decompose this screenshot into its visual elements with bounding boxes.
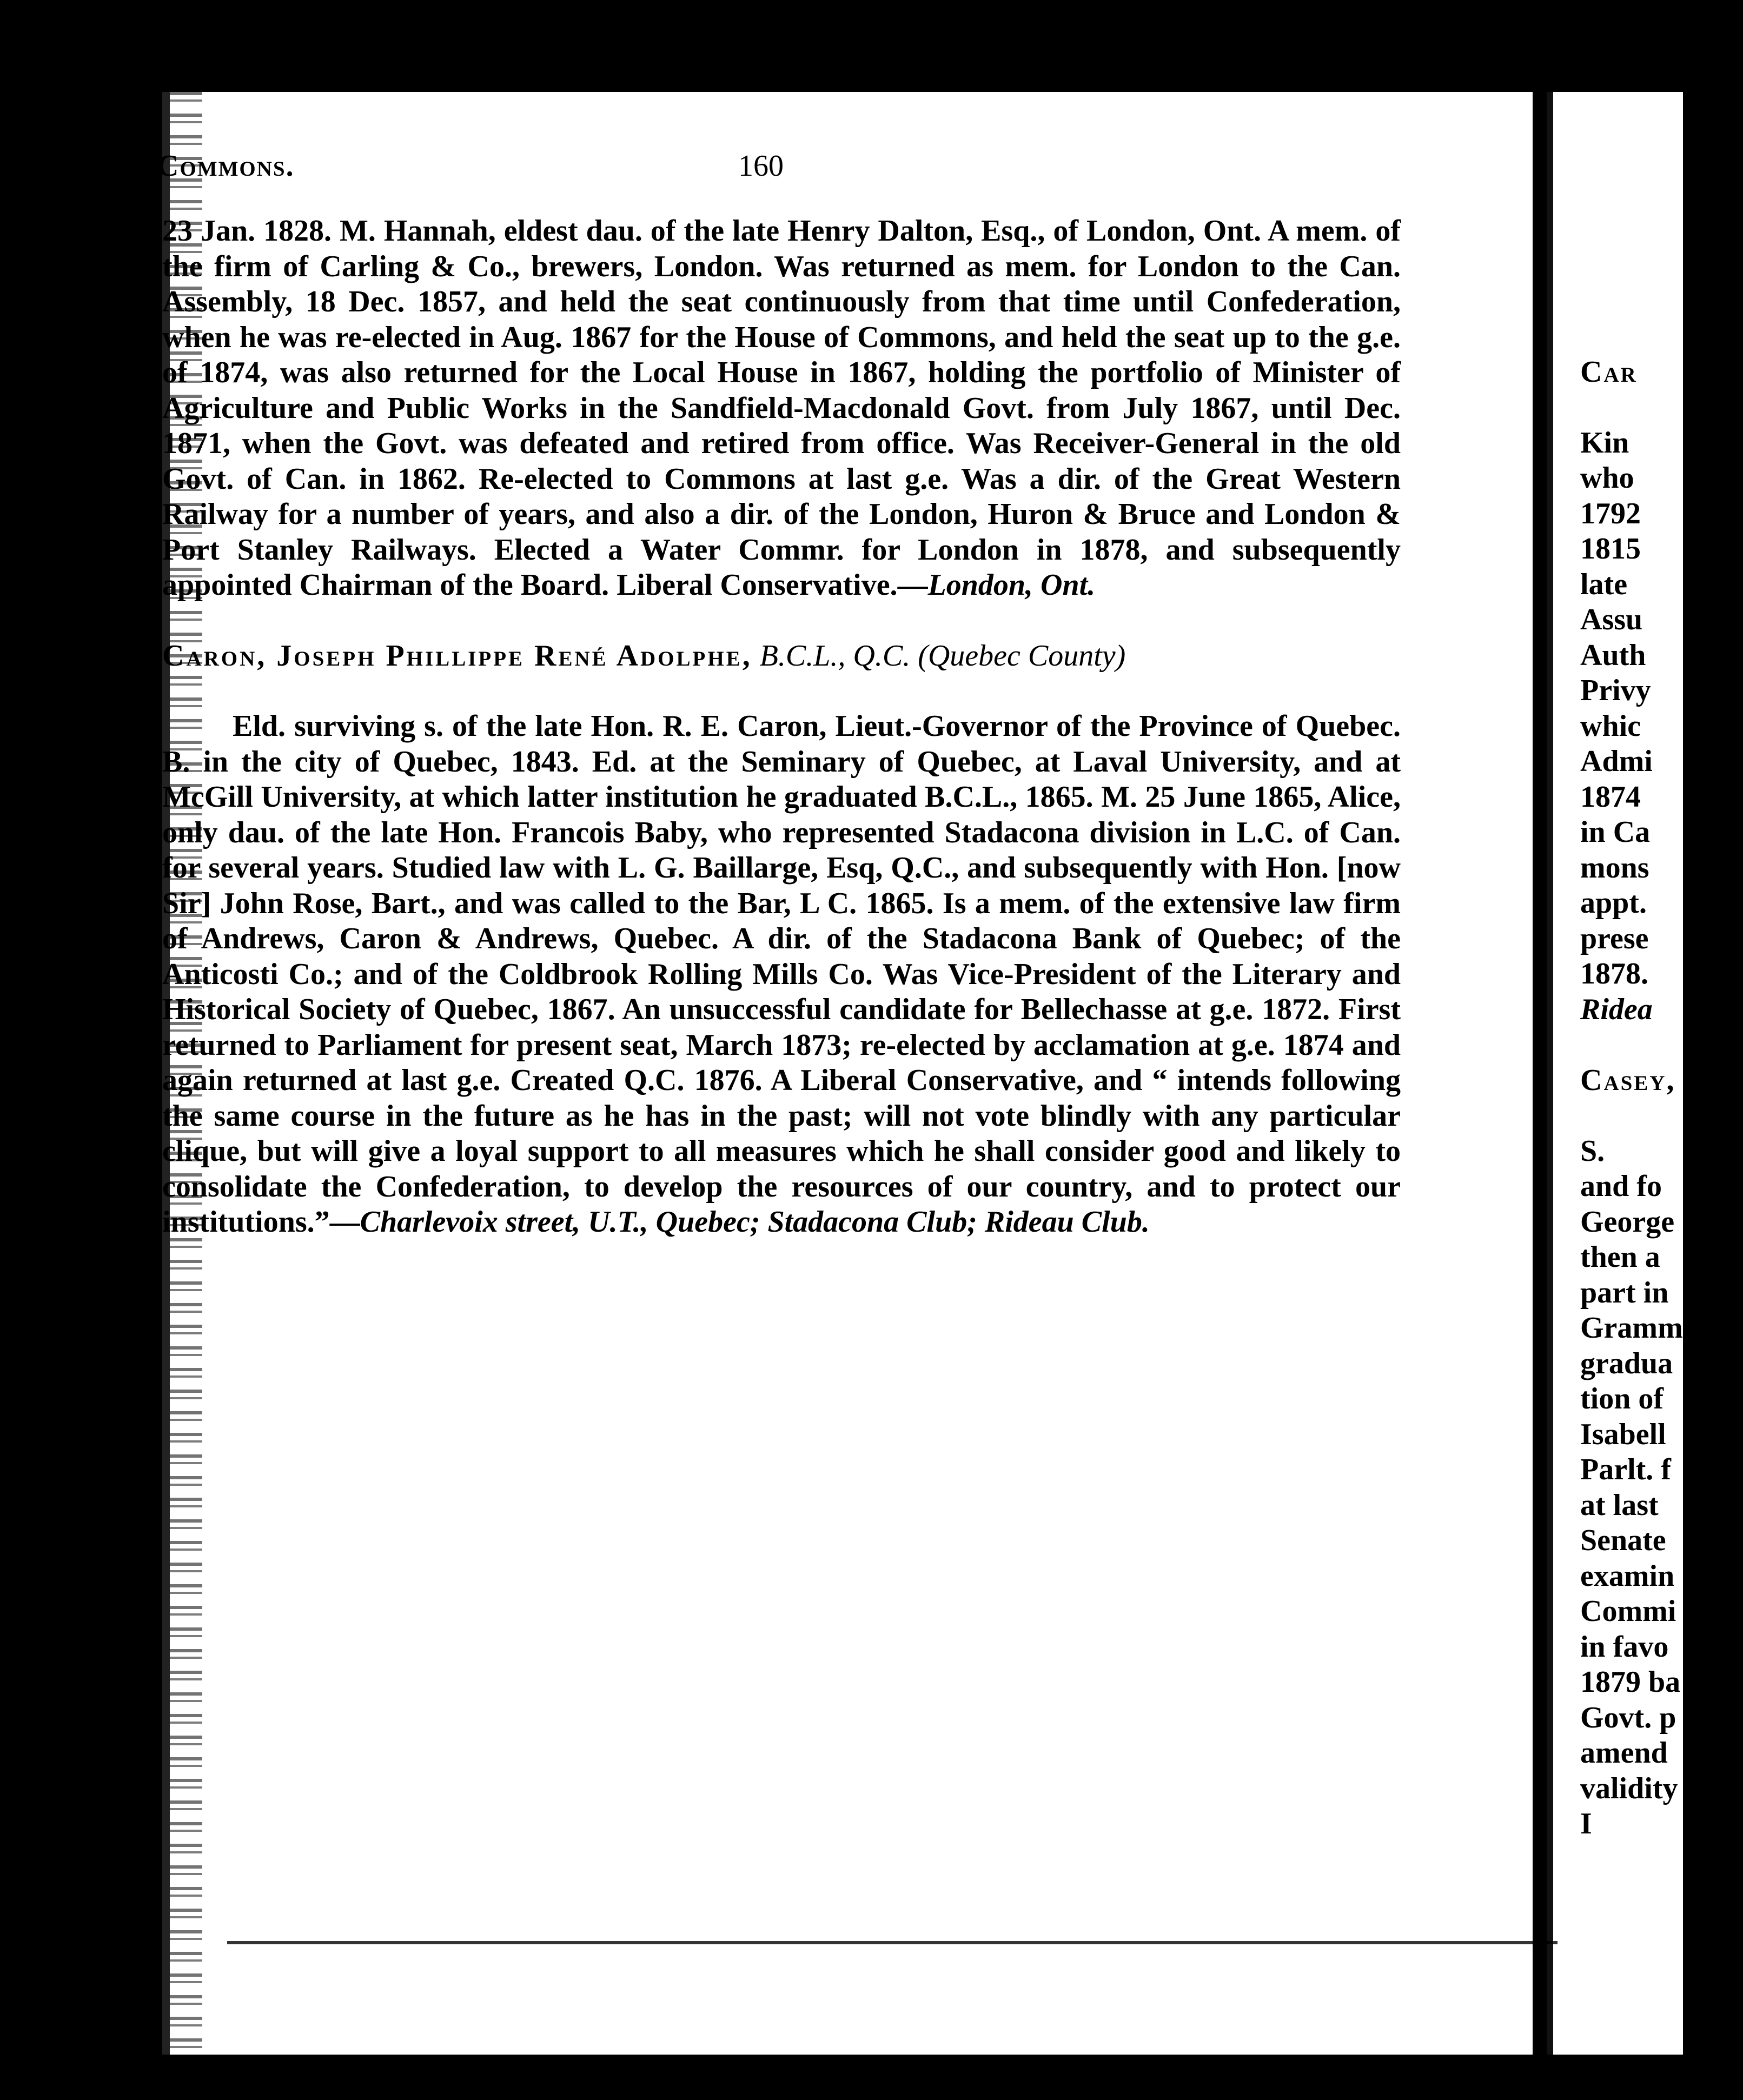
fragment-line: 1874	[1580, 780, 1641, 814]
running-head: Commons.	[157, 149, 295, 183]
fragment-line: S.	[1580, 1134, 1605, 1168]
fragment-line: Isabell	[1580, 1417, 1666, 1451]
fragment-line: Assu	[1580, 603, 1643, 636]
fragment-line: Auth	[1580, 638, 1646, 672]
paragraph-text: 23 Jan. 1828. M. Hannah, eldest dau. of the late Henry Dalton, Esq., of London, Ont. A mem. of the firm of Carling & Co., brewers, London. Was returned as mem. for London to the Can. Assembly, 18 Dec. 1857, and held the seat continuously from that time until Confederation, when he was re-elected in Aug. 1867 for the House of Commons, and held the seat up to the g.e. of 1874, was also returned for the Local House in 1867, holding the portfolio of Minister of Agriculture and Public Works in the Sandfield-Macdonald Govt. from July 1867, until Dec. 1871, when the Govt. was defeated and retired from office. Was Receiver-General in the old Govt. of Can. in 1862. Re-elected to Commons at last g.e. Was a dir. of the Great Western Railway for a number of years, and also a dir. of the London, Huron & Bruce and London & Port Stanley Railways. Elected a Water Commr. for London in 1878, and subsequently appointed Chairman of the Board. Liberal Conservative.	[162, 214, 1401, 602]
right-page-fragment	[1547, 92, 1715, 2055]
fragment-line: Casey,	[1580, 1063, 1676, 1097]
fragment-line: 1879 ba	[1580, 1665, 1681, 1699]
fragment-line: I	[1580, 1807, 1592, 1840]
entry-degrees: B.C.L., Q.C.	[759, 639, 911, 673]
fragment-line: and fo	[1580, 1169, 1662, 1203]
fragment-line: amend	[1580, 1736, 1668, 1770]
bottom-edge-rule	[227, 1941, 1558, 1944]
fragment-line: in Ca	[1580, 815, 1651, 849]
fragment-line: Car	[1580, 355, 1638, 389]
page-header	[157, 149, 1401, 192]
fragment-line: Kin	[1580, 426, 1629, 460]
fragment-line: Gramm	[1580, 1311, 1683, 1345]
paragraph-carling: 23 Jan. 1828. M. Hannah, eldest dau. of the late Henry Dalton, Esq., of London, Ont. A mem. of the firm of Carling & Co., brewers, London. Was returned as mem. for London to the Can. Assembly, 18 Dec. 1857, and held the seat continuously from that time until Confederation, when he was re-elected in Aug. 1867 for the House of Commons, and held the seat up to the g.e. of 1874, was also returned for the Local House in 1867, holding the portfolio of Minister of Agriculture and Public Works in the Sandfield-Macdonald Govt. from July 1867, until Dec. 1871, when the Govt. was defeated and retired from office. Was Receiver-General in the old Govt. of Can. in 1862. Re-elected to Commons at last g.e. Was a dir. of the Great Western Railway for a number of years, and also a dir. of the London, Huron & Bruce and London & Port Stanley Railways. Elected a Water Commr. for London in 1878, and subsequently appointed Chairman of the Board. Liberal Conservative.—London, Ont.	[162, 214, 1401, 602]
fragment-line: late	[1580, 567, 1628, 601]
fragment-line: then a	[1580, 1240, 1660, 1274]
page-edge	[1683, 92, 1715, 2055]
entry-riding: (Quebec County)	[918, 639, 1126, 673]
fragment-line: validity	[1580, 1771, 1678, 1805]
fragment-line: George	[1580, 1205, 1675, 1239]
fragment-line: Admi	[1580, 745, 1653, 778]
fragment-line: Parlt. f	[1580, 1453, 1671, 1486]
fragment-line: prese	[1580, 921, 1649, 955]
paragraph-text: Eld. surviving s. of the late Hon. R. E. Caron, Lieut.-Governor of the Province of Quebec. B. in the city of Quebec, 1843. Ed. at the Seminary of Quebec, at Laval University, and at McGill University, at which latter institution he graduated B.C.L., 1865. M. 25 June 1865, Alice, only dau. of the late Hon. Francois Baby, who represented Stadacona division in L.C. of Can. for several years. Studied law with L. G. Baillarge, Esq, Q.C., and subsequently with Hon. [now Sir] John Rose, Bart., and was called to the Bar, L C. 1865. Is a mem. of the extensive law firm of Andrews, Caron & Andrews, Quebec. A dir. of the Stadacona Bank of Quebec; of the Anticosti Co.; and of the Coldbrook Rolling Mills Co. Was Vice-President of the Literary and Historical Society of Quebec, 1867. An unsuccessful candidate for Bellechasse at g.e. 1872. First returned to Parliament for present seat, March 1873; re-elected by acclamation at g.e. 1874 and again returned at last g.e. Created Q.C. 1876. A Liberal Conservative, and “ intends following the same course in the future as he has in the past; will not vote blindly with any particular clique, but will give a loyal support to all measures which he shall consider good and likely to consolidate the Confederation, to develop the resources of our country, and to protect our institutions.”—	[162, 709, 1401, 1239]
address: London, Ont.	[927, 568, 1096, 602]
fragment-line: at last	[1580, 1488, 1659, 1522]
fragment-line: 1815	[1580, 532, 1641, 566]
fragment-line: Ridea	[1580, 992, 1653, 1026]
fragment-line: Senate	[1580, 1524, 1666, 1557]
fragment-line: who	[1580, 461, 1634, 495]
paragraph-caron	[162, 709, 1401, 1240]
entry-name: Caron, Joseph Phillippe René Adolphe,	[162, 639, 752, 673]
fragment-line: Privy	[1580, 674, 1651, 707]
entry-heading	[162, 639, 1401, 674]
fragment-line: Govt. p	[1580, 1700, 1676, 1735]
fragment-line: 1878.	[1580, 957, 1648, 991]
fragment-line: whic	[1580, 709, 1641, 743]
fragment-line: appt.	[1580, 886, 1647, 920]
fragment-line: mons	[1580, 850, 1649, 885]
fragment-line: 1792	[1580, 496, 1641, 530]
fragment-line: in favo	[1580, 1630, 1669, 1664]
fragment-line: Commi	[1580, 1594, 1676, 1628]
address: Charlevoix street, U.T., Quebec; Stadacona Club; Rideau Club.	[360, 1205, 1150, 1239]
fragment-line: examin	[1580, 1559, 1675, 1593]
fragment-line: tion of	[1580, 1382, 1664, 1415]
fragment-line: gradua	[1580, 1346, 1673, 1380]
page-number: 160	[738, 149, 784, 183]
fragment-line: part in	[1580, 1275, 1669, 1310]
body-text	[162, 214, 1401, 1240]
